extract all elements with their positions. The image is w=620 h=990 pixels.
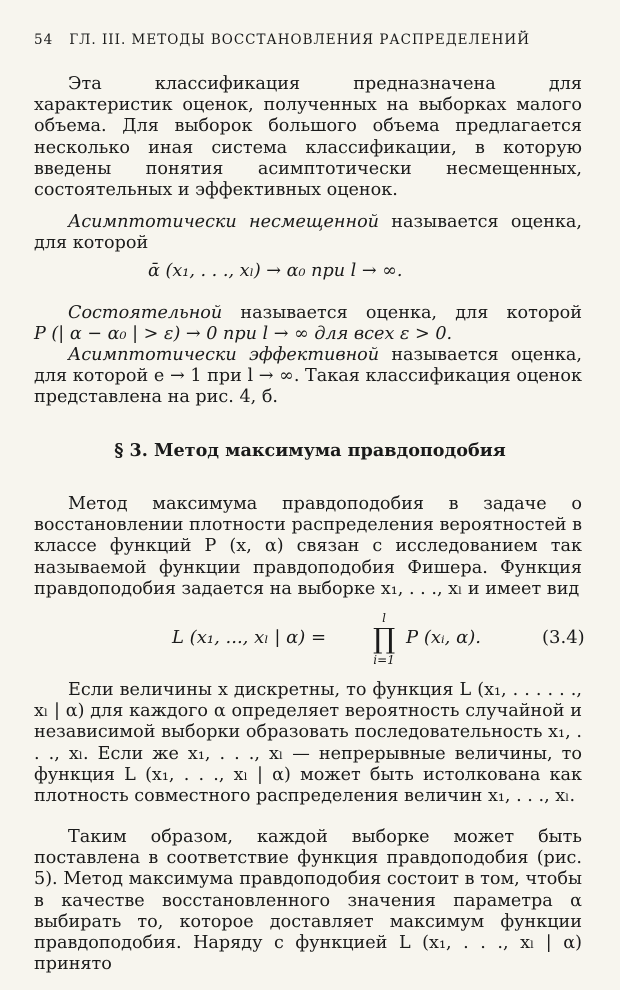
- running-title: ГЛ. III. МЕТОДЫ ВОССТАНОВЛЕНИЯ РАСПРЕДЕЛЕНИЙ: [69, 32, 530, 48]
- definition-text: называется оценка, для которой: [222, 303, 582, 323]
- equation-lhs: L (x₁, ..., xₗ | α) =: [172, 627, 327, 648]
- definition-text: называется оценка, для которой e → 1 при l → ∞. Такая классификация оценок представлена на рис. 4, б.: [34, 345, 582, 408]
- equation-number: (3.4): [542, 627, 585, 648]
- term-asymptotically-efficient: Асимптотически эффективной: [68, 345, 380, 365]
- paragraph-classification: Эта классификация предназначена для характеристик оценок, полученных на выборках малого объема. Для выборок большого объема предлагается несколько иная система классификации, в которую введены понятия асимптотически несмещенных, состоятельных и эффективных оценок.: [34, 74, 582, 201]
- definition-asymptotically-efficient: [34, 345, 582, 409]
- equation-rhs: P (xᵢ, α).: [406, 627, 481, 648]
- paragraph-method-intro: Метод максимума правдоподобия в задаче о восстановлении плотности распределения вероятностей в классе функций P (x, α) связан с исследованием так называемой функции правдоподобия Фишера. Функция правдоподобия задается на выборке x₁, . . ., xₗ и имеет вид: [34, 494, 582, 599]
- term-asymptotically-unbiased: Асимптотически несмещенной: [68, 212, 380, 232]
- page-number: 54: [34, 32, 54, 48]
- formula-consistent: P (| α − α₀ | > ε) → 0 при l → ∞ для всех ε > 0.: [34, 324, 453, 344]
- formula-unbiased: ᾱ (x₁, . . ., xₗ) → α₀ при l → ∞.: [148, 261, 403, 281]
- definition-text: называется оценка, для которой: [34, 212, 582, 254]
- product-symbol: ∏: [372, 622, 396, 655]
- definition-asymptotically-unbiased: [34, 212, 582, 254]
- term-consistent: Состоятельной: [68, 303, 223, 323]
- paragraph-maximum-likelihood: Таким образом, каждой выборке может быть поставлена в соответствие функция правдоподобия (рис. 5). Метод максимума правдоподобия состоит в том, чтобы в качестве восстановленного значения параметра α выбирать то, которое доставляет максимум функции правдоподобия. Наряду с функцией L (x₁, . . ., xₗ | α) принято: [34, 827, 582, 975]
- product-upper-limit: l: [382, 611, 386, 625]
- definition-consistent: [34, 303, 582, 324]
- product-operator: [372, 612, 396, 666]
- section-heading: § 3. Метод максимума правдоподобия: [114, 440, 506, 461]
- running-header: [34, 32, 574, 48]
- product-lower-limit: i=1: [373, 653, 395, 667]
- paragraph-discrete-continuous: Если величины x дискретны, то функция L (x₁, . . . . . ., xₗ | α) для каждого α определяет вероятность случайной и независимой выборки образовать последовательность x₁, . . ., xₗ. Если же x₁, . . ., xₗ — непрерывные величины, то функция L (x₁, . . ., xₗ | α) может быть истолкована как плотность совместного распределения величин x₁, . . ., xₗ.: [34, 680, 582, 807]
